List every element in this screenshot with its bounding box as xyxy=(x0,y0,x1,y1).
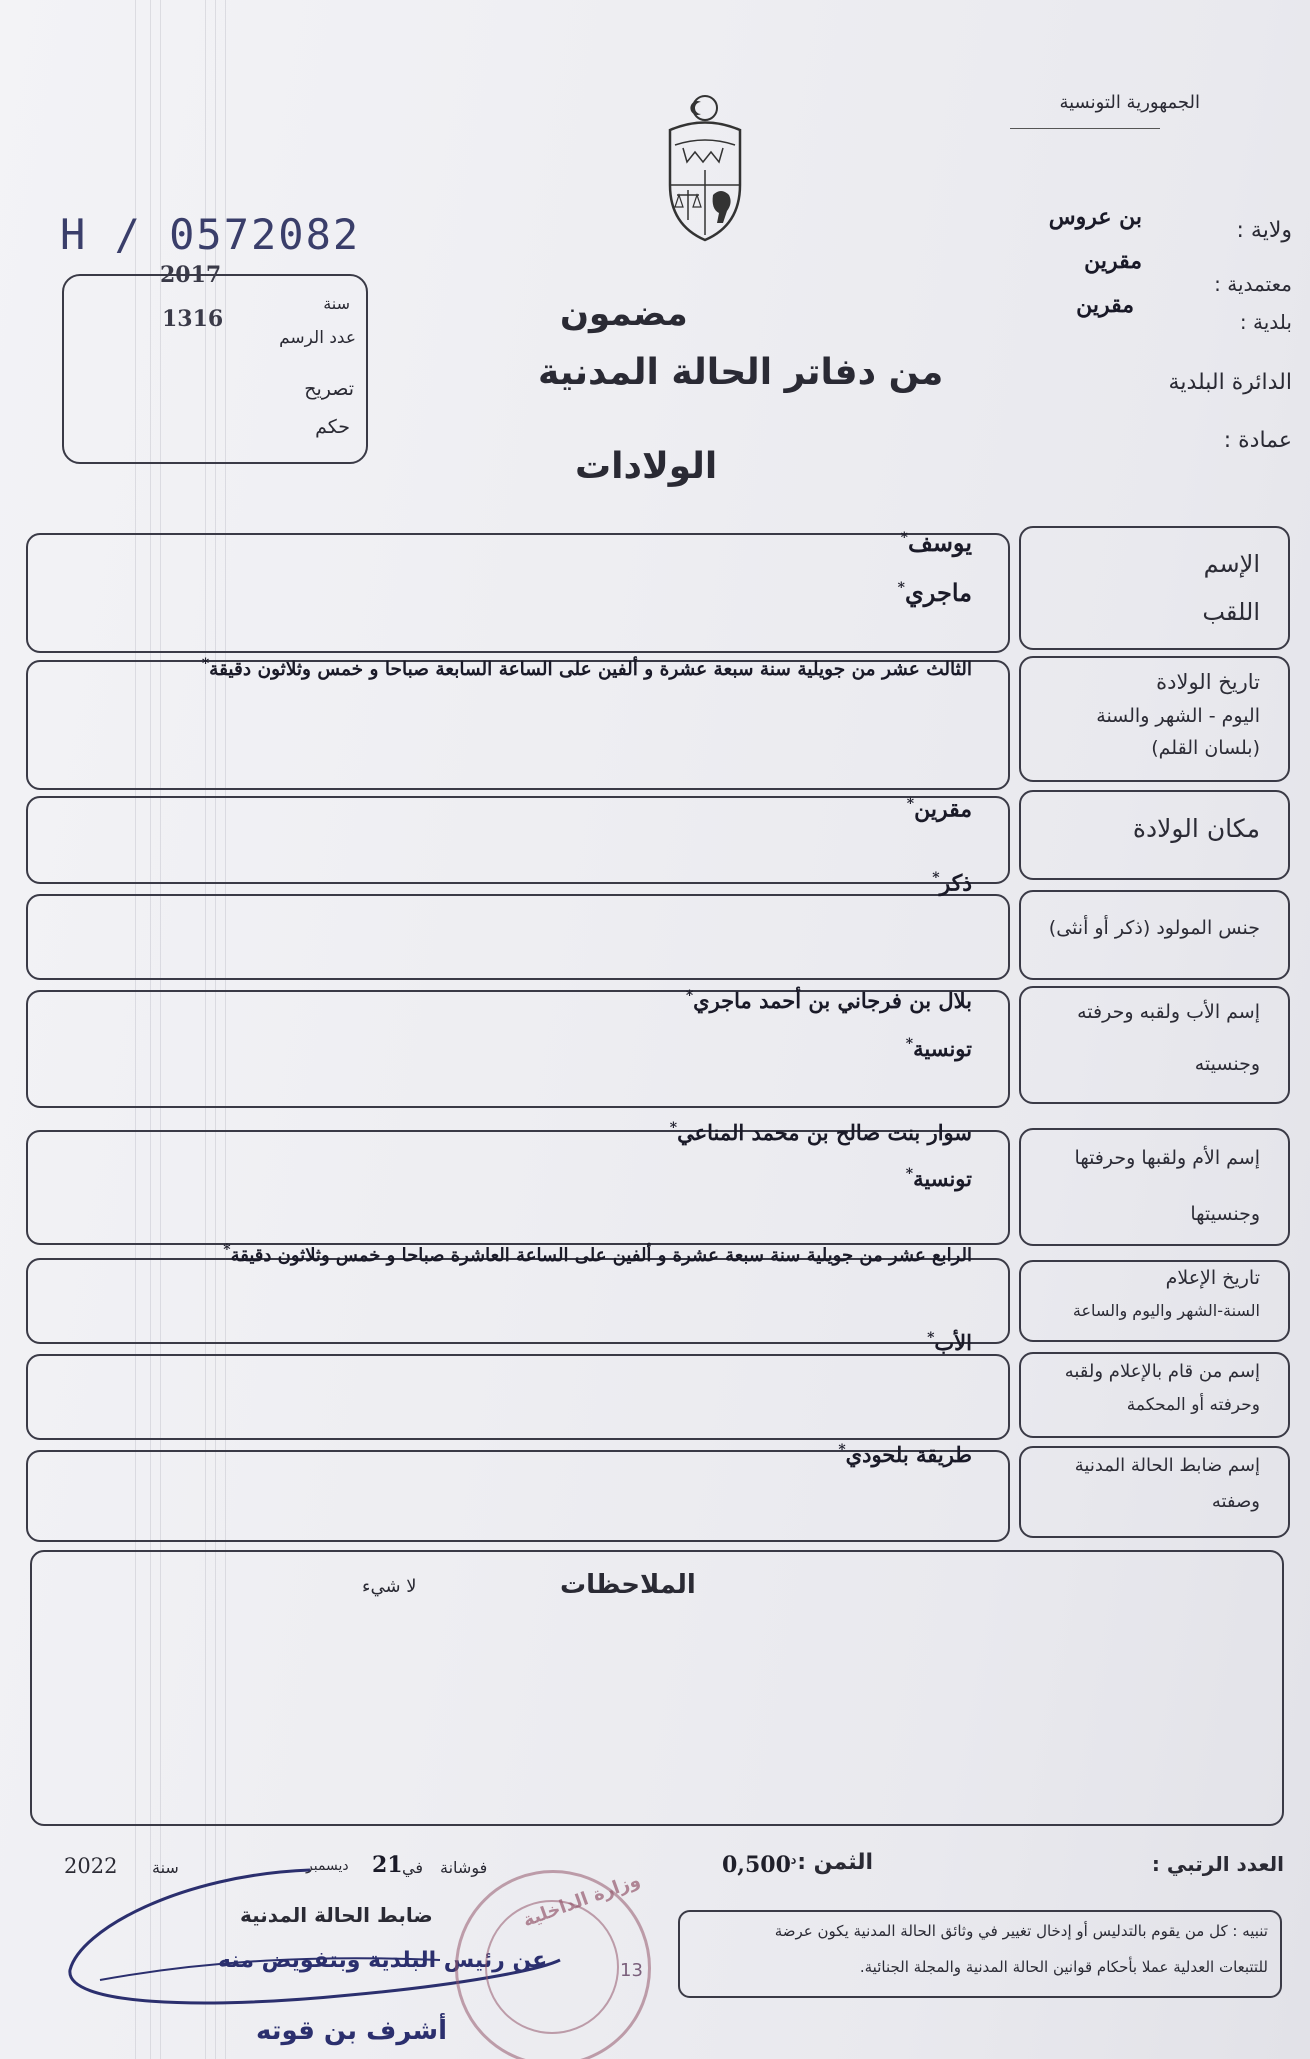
footer-day-prefix: في xyxy=(402,1858,423,1877)
wilaya-label: ولاية : xyxy=(1236,218,1292,243)
wilaya-value: بن عروس xyxy=(1048,204,1142,230)
officer-label-1: إسم ضابط الحالة المدنية xyxy=(1074,1455,1260,1476)
surname-value: ماجري* xyxy=(897,578,972,607)
birth-date-label-2: اليوم - الشهر والسنة xyxy=(1096,705,1260,727)
stamp-text: وزارة الداخلية xyxy=(520,1869,643,1932)
father-label-2: وجنسيته xyxy=(1194,1053,1260,1075)
judgment-label: حكم xyxy=(315,416,350,438)
remarks-label: الملاحظات xyxy=(560,1570,696,1600)
birth-date-value: الثالث عشر من جويلية سنة سبعة عشرة و ألفين على الساعة السابعة صباحا و خمس وثلاثون دقيقة* xyxy=(201,656,972,681)
rank-label: العدد الرتبي : xyxy=(1151,1852,1284,1876)
name-value: يوسف* xyxy=(900,528,972,557)
baladia-value: مقرين xyxy=(1076,292,1134,318)
declarant-label-2: وحرفته أو المحكمة xyxy=(1126,1395,1260,1415)
birth-date-label-3: (بلسان القلم) xyxy=(1151,737,1260,759)
price-label: الثمن : xyxy=(797,1850,873,1875)
footer-officer-name: أشرف بن قوته xyxy=(256,2016,447,2046)
mother-value-box xyxy=(26,1130,1010,1245)
footer-year: 2022 xyxy=(64,1854,118,1878)
footer-officer-title: ضابط الحالة المدنية xyxy=(240,1903,433,1927)
sex-label: جنس المولود (ذكر أو أنثى) xyxy=(1048,917,1260,939)
omada-label: عمادة : xyxy=(1223,428,1292,453)
father-label-1: إسم الأب ولقبه وحرفته xyxy=(1077,1001,1260,1023)
name-value-box xyxy=(26,533,1010,653)
registry-number-label: عدد الرسم xyxy=(279,328,356,348)
sex-value-box xyxy=(26,894,1010,980)
mother-nationality: تونسية* xyxy=(905,1166,972,1191)
stamp-number: 13 xyxy=(620,1960,643,1981)
notice-line-2: للتتبعات العدلية عملا بأحكام قوانين الحالة المدنية والمجلة الجنائية. xyxy=(859,1958,1268,1976)
birth-date-label-1: تاريخ الولادة xyxy=(1156,670,1260,694)
mother-label-1: إسم الأم ولقبها وحرفتها xyxy=(1074,1147,1260,1169)
surname-label: اللقب xyxy=(1202,598,1260,626)
registry-year-value: 2017 xyxy=(160,262,222,288)
name-label: الإسم xyxy=(1203,550,1260,578)
declaration-date-value-box xyxy=(26,1258,1010,1344)
father-value: بلال بن فرجاني بن أحمد ماجري* xyxy=(685,988,972,1013)
declarant-label-1: إسم من قام بالإعلام ولقبه xyxy=(1064,1361,1260,1382)
title-line2: من دفاتر الحالة المدنية xyxy=(538,352,944,393)
declaration-date-label-1: تاريخ الإعلام xyxy=(1165,1267,1260,1289)
officer-value: طريقة بلحودي* xyxy=(838,1442,972,1467)
motamadia-label: معتمدية : xyxy=(1214,272,1292,296)
registry-year-label: سنة xyxy=(323,294,350,313)
motamadia-value: مقرين xyxy=(1084,248,1142,274)
declaration-label: تصريح xyxy=(304,378,354,400)
officer-label-2: وصفته xyxy=(1211,1491,1260,1512)
daira-label: الدائرة البلدية xyxy=(1168,370,1292,395)
birth-place-value-box xyxy=(26,796,1010,884)
footer-place: فوشانة xyxy=(440,1858,488,1877)
declarant-value: الأب* xyxy=(927,1330,972,1355)
title-line3: الولادات xyxy=(575,446,718,487)
birth-place-value: مقرين* xyxy=(906,796,972,823)
sex-value: ذكر* xyxy=(932,870,972,897)
notice-line-1: تنبيه : كل من يقوم بالتدليس أو إدخال تغيير في وثائق الحالة المدنية يكون عرضة xyxy=(774,1922,1268,1940)
mother-label-2: وجنسيتها xyxy=(1190,1203,1260,1225)
name-label-box xyxy=(1019,526,1290,650)
footer-month: ديسمبر xyxy=(306,1858,349,1874)
footer-year-label: سنة xyxy=(152,1858,179,1877)
tunisia-coat-of-arms-icon xyxy=(655,90,755,250)
declaration-date-value: الرابع عشر من جويلية سنة سبعة عشرة و ألفين على الساعة العاشرة صباحا و خمس وثلاثون دقيقة* xyxy=(223,1242,972,1266)
declaration-date-label-2: السنة-الشهر واليوم والساعة xyxy=(1072,1301,1260,1320)
father-nationality: تونسية* xyxy=(905,1036,972,1061)
registry-number-value: 1316 xyxy=(162,306,224,332)
birth-place-label: مكان الولادة xyxy=(1132,814,1260,843)
serial-number: H / 0572082 xyxy=(60,210,361,259)
republic-underline xyxy=(1010,128,1160,129)
remarks-value: لا شيء xyxy=(362,1576,417,1597)
footer-day: 21 xyxy=(372,1852,403,1878)
footer-delegation: عن رئيس البلدية وبتفويض منه xyxy=(218,1948,548,1973)
mother-value: سوار بنت صالح بن محمد المناعي* xyxy=(669,1120,972,1145)
price-value: $^د$0,500 xyxy=(722,1852,797,1878)
declarant-value-box xyxy=(26,1354,1010,1440)
republic-label: الجمهورية التونسية xyxy=(1059,92,1200,113)
baladia-label: بلدية : xyxy=(1239,310,1292,334)
title-line1: مضمون xyxy=(560,294,688,334)
